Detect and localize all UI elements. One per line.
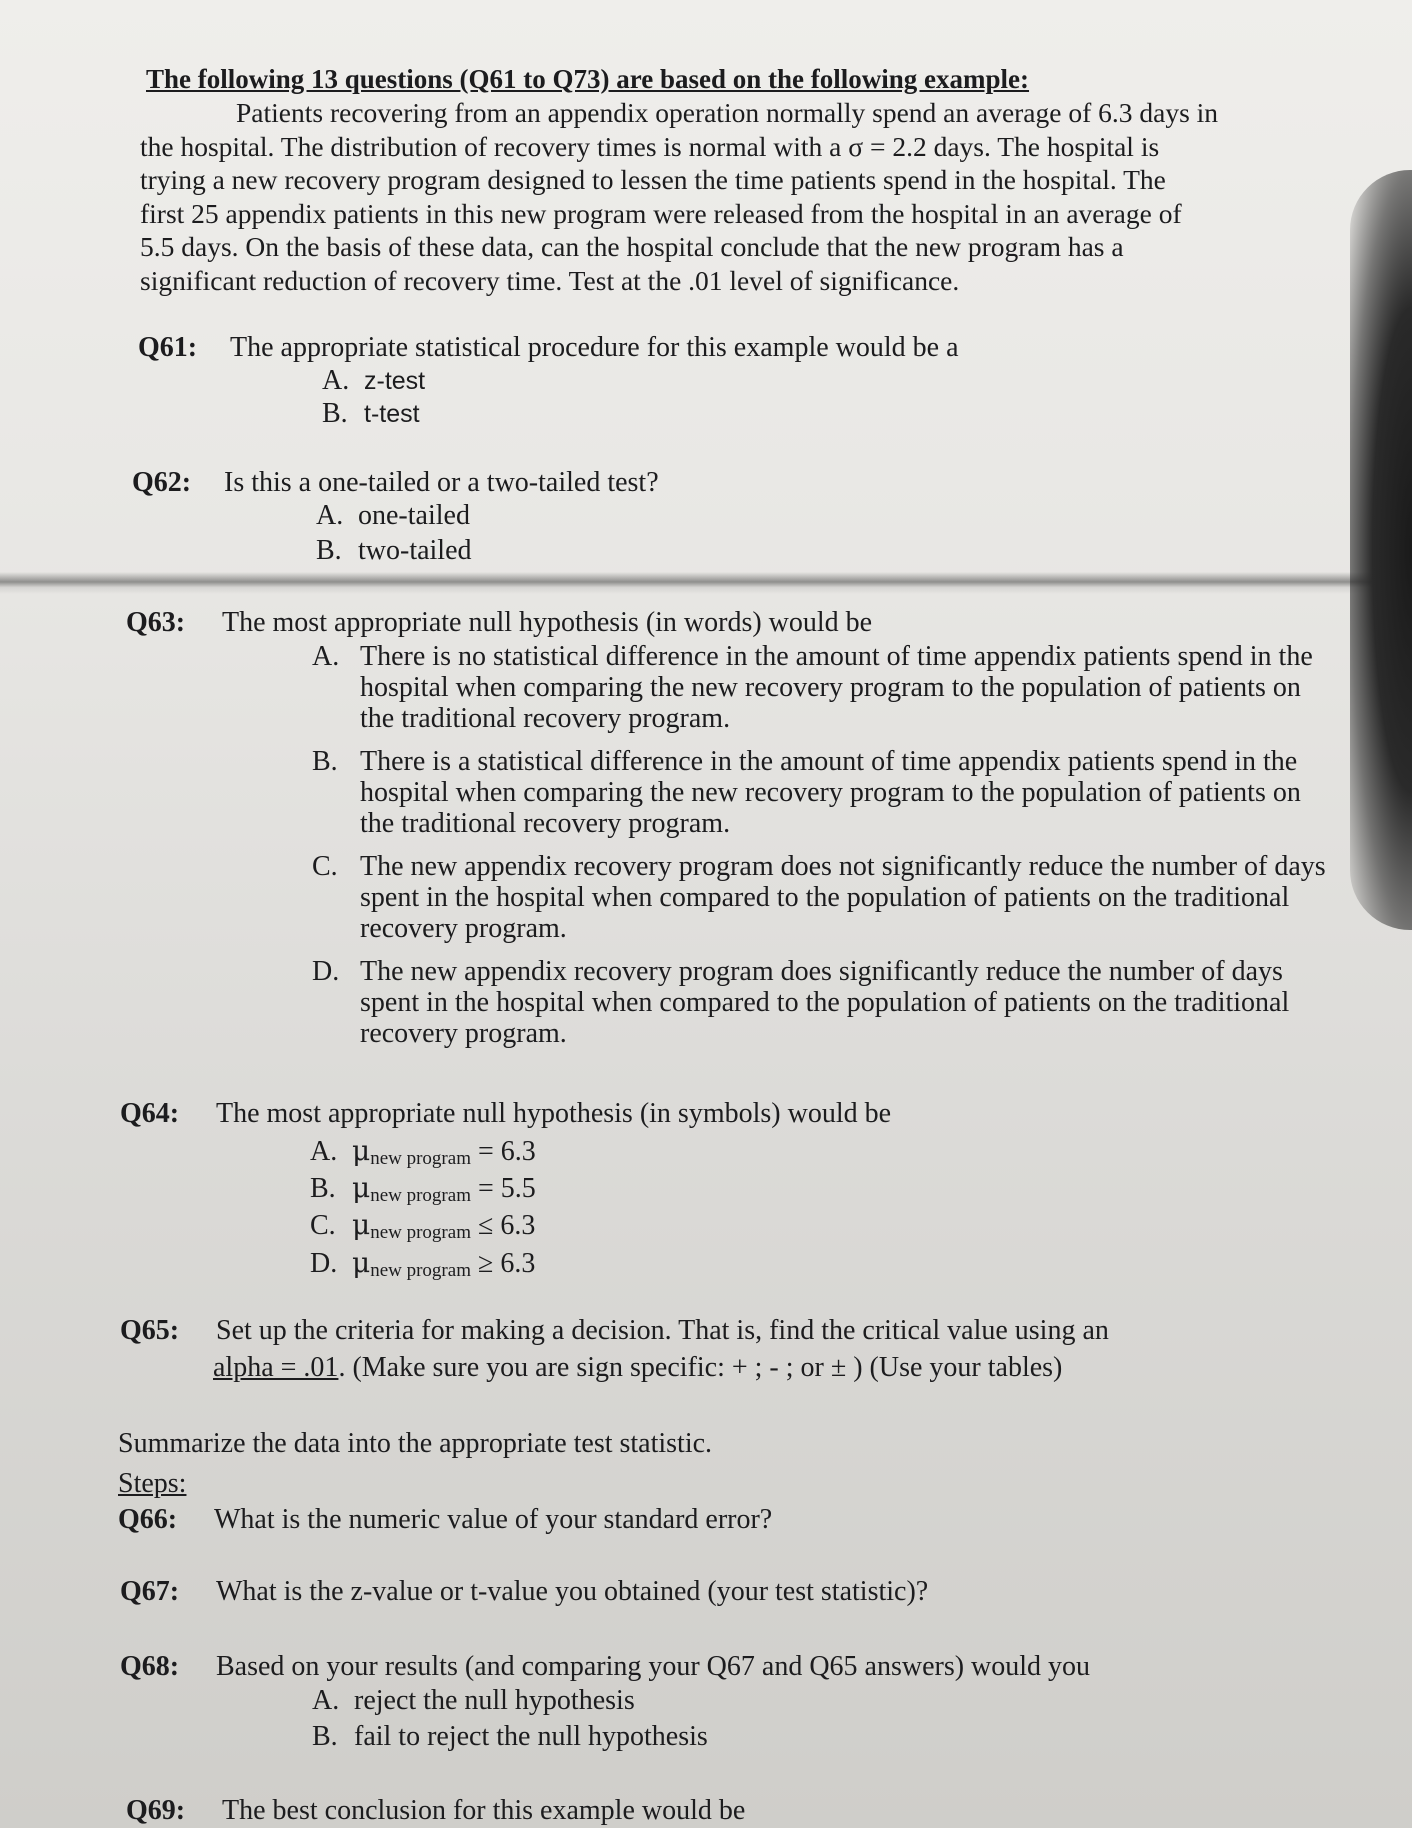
mu-subscript: new program [370, 1185, 471, 1206]
question-q62 [132, 466, 659, 500]
thumb-shadow [1350, 170, 1412, 930]
option-text: one-tailed [358, 500, 470, 531]
question-q67 [120, 1575, 928, 1609]
question-number: Q62: [132, 467, 192, 498]
intro-line: Patients recovering from an appendix operation normally spend an average of 6.3 days in [236, 97, 1219, 128]
q68-option-a[interactable] [312, 1685, 635, 1717]
q64-option-d[interactable] [310, 1246, 535, 1280]
q68-option-b[interactable] [312, 1721, 708, 1753]
question-q65 [120, 1314, 1109, 1348]
q61-option-a[interactable] [322, 365, 425, 397]
question-number: Q69: [126, 1795, 186, 1826]
option-letter: B. [322, 398, 348, 429]
q65-continuation-text: . (Make sure you are sign specific: + ; - ; or ± ) (Use your tables) [338, 1352, 1063, 1383]
mu-subscript: new program [370, 1222, 471, 1243]
question-text: The most appropriate null hypothesis (in words) would be [222, 607, 873, 638]
question-text: Based on your results (and comparing your Q67 and Q65 answers) would you [216, 1651, 1091, 1682]
option-letter: B. [310, 1173, 336, 1204]
option-letter: A. [316, 500, 344, 531]
option-text: fail to reject the null hypothesis [354, 1721, 708, 1752]
steps-label: Steps: [118, 1468, 187, 1499]
question-number: Q68: [120, 1651, 180, 1682]
option-letter: D. [312, 956, 340, 987]
option-relation: ≥ 6.3 [477, 1248, 536, 1279]
option-relation: = 6.3 [477, 1136, 536, 1167]
question-q69 [126, 1794, 745, 1828]
q63-option-b[interactable] [312, 746, 1342, 839]
paper-fold [0, 572, 1412, 594]
question-number: Q61: [138, 332, 198, 363]
summary-instruction: Summarize the data into the appropriate test statistic. [118, 1428, 713, 1459]
q62-option-a[interactable] [316, 500, 470, 532]
question-text: What is the numeric value of your standard error? [214, 1504, 773, 1535]
question-text: What is the z-value or t-value you obtained (your test statistic)? [216, 1576, 929, 1607]
option-letter: C. [312, 851, 338, 882]
mu-symbol: μ [352, 1134, 371, 1167]
question-q63 [126, 606, 872, 640]
option-text: t-test [364, 400, 420, 428]
option-letter: A. [322, 365, 350, 396]
q61-option-b[interactable] [322, 398, 420, 430]
intro-line: 5.5 days. On the basis of these data, can the hospital conclude that the new program has a [140, 231, 1124, 262]
option-text: The new appendix recovery program does not significantly reduce the number of days spent in the hospital when compared to the population of patients on the traditional recovery program. [360, 851, 1326, 944]
option-letter: A. [310, 1136, 338, 1167]
question-text: Set up the criteria for making a decision. That is, find the critical value using an [216, 1315, 1109, 1346]
option-relation: = 5.5 [477, 1173, 536, 1204]
question-q64 [120, 1097, 891, 1131]
q64-option-c[interactable] [310, 1208, 535, 1242]
option-relation: ≤ 6.3 [477, 1210, 536, 1241]
question-text: The appropriate statistical procedure for this example would be a [230, 332, 959, 363]
question-text: Is this a one-tailed or a two-tailed test? [224, 467, 659, 498]
question-number: Q64: [120, 1098, 180, 1129]
question-number: Q66: [118, 1504, 178, 1535]
q63-option-c[interactable] [312, 851, 1342, 944]
question-number: Q67: [120, 1576, 180, 1607]
question-number: Q65: [120, 1315, 180, 1346]
option-text: There is a statistical difference in the amount of time appendix patients spend in the hospital when comparing the new recovery program to the population of patients on the traditional recovery program. [360, 746, 1301, 839]
intro-line: the hospital. The distribution of recovery times is normal with a σ = 2.2 days. The hospital is [140, 130, 1160, 162]
option-text: The new appendix recovery program does significantly reduce the number of days spent in the hospital when compared to the population of patients on the traditional recovery program. [360, 956, 1290, 1049]
mu-subscript: new program [370, 1260, 471, 1281]
question-q61 [138, 331, 959, 365]
option-text: two-tailed [358, 535, 472, 566]
option-text: z-test [364, 367, 426, 395]
option-letter: A. [312, 1685, 340, 1716]
alpha-value: alpha = .01 [213, 1352, 339, 1383]
intro-paragraph [140, 96, 1350, 297]
intro-line: significant reduction of recovery time. Test at the .01 level of significance. [140, 264, 960, 296]
mu-symbol: μ [352, 1246, 371, 1279]
option-letter: D. [310, 1248, 338, 1279]
mu-symbol: μ [352, 1171, 371, 1204]
intro-line: trying a new recovery program designed to lessen the time patients spend in the hospital. The [140, 164, 1166, 195]
q65-continuation [213, 1352, 1062, 1384]
question-text: The most appropriate null hypothesis (in symbols) would be [216, 1098, 892, 1129]
mu-subscript: new program [370, 1148, 471, 1169]
q62-option-b[interactable] [316, 535, 472, 567]
option-letter: B. [312, 746, 338, 777]
question-q66 [118, 1503, 772, 1537]
option-text: reject the null hypothesis [354, 1685, 635, 1716]
question-text: The best conclusion for this example would be [222, 1795, 746, 1826]
question-q68 [120, 1650, 1090, 1684]
question-number: Q63: [126, 607, 186, 638]
option-text: There is no statistical difference in the amount of time appendix patients spend in the hospital when comparing the new recovery program to the population of patients on the traditional recovery program. [360, 641, 1313, 734]
q64-option-b[interactable] [310, 1171, 536, 1205]
worksheet-heading: The following 13 questions (Q61 to Q73) are based on the following example: [146, 64, 1030, 94]
option-letter: C. [310, 1210, 336, 1241]
option-letter: A. [312, 641, 340, 672]
mu-symbol: μ [352, 1208, 371, 1241]
option-letter: B. [316, 535, 342, 566]
intro-line: first 25 appendix patients in this new program were released from the hospital in an average of [140, 197, 1182, 229]
q63-option-a[interactable] [312, 641, 1342, 734]
option-letter: B. [312, 1721, 338, 1752]
q63-option-d[interactable] [312, 956, 1342, 1049]
q64-option-a[interactable] [310, 1134, 536, 1168]
